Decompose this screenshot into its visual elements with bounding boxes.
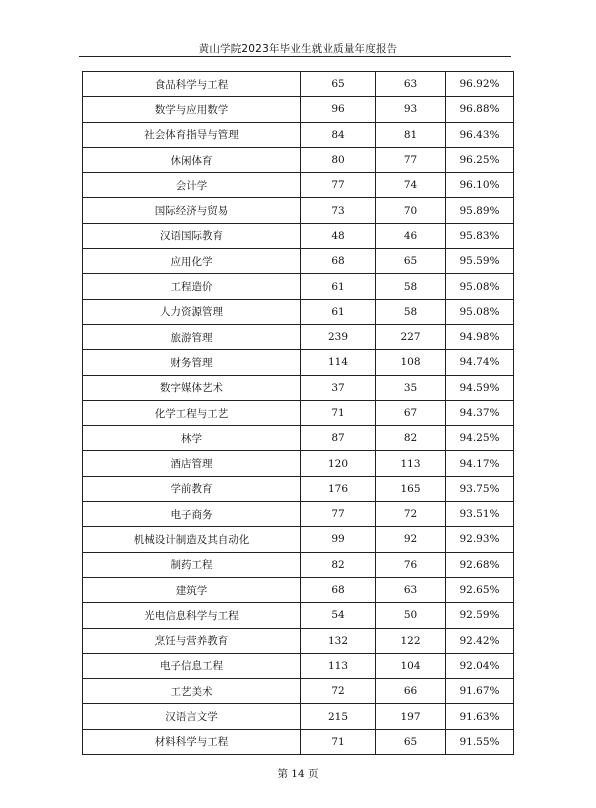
employed-count-cell: 58 (376, 299, 446, 324)
major-cell: 休闲体育 (83, 147, 301, 172)
major-cell: 电子信息工程 (83, 653, 301, 678)
employment-rate-cell: 92.93% (446, 527, 514, 552)
table-row (83, 122, 514, 147)
graduates-count-cell: 114 (301, 350, 376, 375)
table-row (83, 628, 514, 653)
employed-count-cell: 165 (376, 476, 446, 501)
employed-count-cell: 82 (376, 426, 446, 451)
employment-rate-cell: 96.25% (446, 147, 514, 172)
major-cell: 光电信息科学与工程 (83, 603, 301, 628)
employment-rate-cell: 94.74% (446, 350, 514, 375)
header-divider (79, 56, 511, 57)
graduates-count-cell: 61 (301, 274, 376, 299)
employment-rate-cell: 92.04% (446, 653, 514, 678)
employment-rate-cell: 94.59% (446, 375, 514, 400)
employment-rate-cell: 91.63% (446, 704, 514, 729)
graduates-count-cell: 84 (301, 122, 376, 147)
major-cell: 工艺美术 (83, 679, 301, 704)
table-row (83, 223, 514, 248)
table-row (83, 502, 514, 527)
major-cell: 数学与应用数学 (83, 97, 301, 122)
major-cell: 旅游管理 (83, 324, 301, 349)
employment-rate-cell: 92.68% (446, 552, 514, 577)
graduates-count-cell: 72 (301, 679, 376, 704)
major-cell: 财务管理 (83, 350, 301, 375)
employed-count-cell: 46 (376, 223, 446, 248)
major-cell: 工程造价 (83, 274, 301, 299)
major-cell: 学前教育 (83, 476, 301, 501)
graduates-count-cell: 48 (301, 223, 376, 248)
table-row (83, 97, 514, 122)
table-row (83, 476, 514, 501)
graduates-count-cell: 77 (301, 502, 376, 527)
major-cell: 社会体育指导与管理 (83, 122, 301, 147)
employed-count-cell: 67 (376, 400, 446, 425)
major-cell: 汉语言文学 (83, 704, 301, 729)
employed-count-cell: 65 (376, 729, 446, 754)
graduates-count-cell: 61 (301, 299, 376, 324)
table-row (83, 704, 514, 729)
table-row (83, 147, 514, 172)
employed-count-cell: 72 (376, 502, 446, 527)
major-cell: 材料科学与工程 (83, 729, 301, 754)
graduates-count-cell: 87 (301, 426, 376, 451)
graduates-count-cell: 96 (301, 97, 376, 122)
table-row (83, 400, 514, 425)
employment-rate-cell: 96.10% (446, 173, 514, 198)
employment-rate-cell: 95.89% (446, 198, 514, 223)
page-number: 第 14 页 (277, 768, 319, 780)
table-row (83, 173, 514, 198)
graduates-count-cell: 80 (301, 147, 376, 172)
table-row (83, 653, 514, 678)
employed-count-cell: 66 (376, 679, 446, 704)
graduates-count-cell: 239 (301, 324, 376, 349)
graduates-count-cell: 71 (301, 400, 376, 425)
graduates-count-cell: 68 (301, 577, 376, 602)
employment-rate-cell: 91.67% (446, 679, 514, 704)
major-cell: 会计学 (83, 173, 301, 198)
table-row (83, 299, 514, 324)
graduates-count-cell: 73 (301, 198, 376, 223)
graduates-count-cell: 99 (301, 527, 376, 552)
employment-rate-cell: 95.08% (446, 274, 514, 299)
table-row (83, 552, 514, 577)
graduates-count-cell: 113 (301, 653, 376, 678)
employed-count-cell: 93 (376, 97, 446, 122)
graduates-count-cell: 54 (301, 603, 376, 628)
table-row (83, 249, 514, 274)
employment-rate-cell: 94.17% (446, 451, 514, 476)
graduates-count-cell: 176 (301, 476, 376, 501)
table-row (83, 603, 514, 628)
employed-count-cell: 92 (376, 527, 446, 552)
table-row (83, 679, 514, 704)
major-cell: 国际经济与贸易 (83, 198, 301, 223)
employed-count-cell: 113 (376, 451, 446, 476)
graduates-count-cell: 65 (301, 72, 376, 97)
employment-rate-cell: 91.55% (446, 729, 514, 754)
employed-count-cell: 70 (376, 198, 446, 223)
table-body (83, 72, 514, 755)
table-row (83, 729, 514, 754)
table-row (83, 426, 514, 451)
employment-rate-cell: 92.65% (446, 577, 514, 602)
employed-count-cell: 74 (376, 173, 446, 198)
major-cell: 机械设计制造及其自动化 (83, 527, 301, 552)
employed-count-cell: 58 (376, 274, 446, 299)
graduates-count-cell: 120 (301, 451, 376, 476)
employed-count-cell: 104 (376, 653, 446, 678)
employed-count-cell: 50 (376, 603, 446, 628)
employed-count-cell: 108 (376, 350, 446, 375)
graduates-count-cell: 77 (301, 173, 376, 198)
employed-count-cell: 63 (376, 72, 446, 97)
table-row (83, 72, 514, 97)
table-row (83, 527, 514, 552)
major-cell: 林学 (83, 426, 301, 451)
employment-rate-cell: 93.75% (446, 476, 514, 501)
employment-rate-cell: 96.88% (446, 97, 514, 122)
graduates-count-cell: 68 (301, 249, 376, 274)
table-row (83, 375, 514, 400)
employed-count-cell: 122 (376, 628, 446, 653)
employed-count-cell: 227 (376, 324, 446, 349)
employment-rate-cell: 95.08% (446, 299, 514, 324)
employed-count-cell: 76 (376, 552, 446, 577)
employment-table (82, 71, 514, 755)
major-cell: 烹饪与营养教育 (83, 628, 301, 653)
employed-count-cell: 77 (376, 147, 446, 172)
employment-rate-cell: 94.25% (446, 426, 514, 451)
major-cell: 数字媒体艺术 (83, 375, 301, 400)
major-cell: 汉语国际教育 (83, 223, 301, 248)
graduates-count-cell: 132 (301, 628, 376, 653)
graduates-count-cell: 71 (301, 729, 376, 754)
table-row (83, 451, 514, 476)
graduates-count-cell: 215 (301, 704, 376, 729)
major-cell: 电子商务 (83, 502, 301, 527)
employment-rate-cell: 96.43% (446, 122, 514, 147)
table-row (83, 324, 514, 349)
employment-rate-cell: 92.59% (446, 603, 514, 628)
table-row (83, 198, 514, 223)
employment-rate-cell: 96.92% (446, 72, 514, 97)
employment-rate-cell: 94.98% (446, 324, 514, 349)
employment-rate-cell: 95.59% (446, 249, 514, 274)
employment-rate-cell: 95.83% (446, 223, 514, 248)
employment-rate-cell: 92.42% (446, 628, 514, 653)
major-cell: 建筑学 (83, 577, 301, 602)
major-cell: 食品科学与工程 (83, 72, 301, 97)
major-cell: 化学工程与工艺 (83, 400, 301, 425)
page-header-title: 黄山学院2023年毕业生就业质量年度报告 (198, 43, 398, 55)
table-row (83, 274, 514, 299)
employment-rate-cell: 93.51% (446, 502, 514, 527)
employed-count-cell: 197 (376, 704, 446, 729)
graduates-count-cell: 82 (301, 552, 376, 577)
employed-count-cell: 63 (376, 577, 446, 602)
table-row (83, 577, 514, 602)
major-cell: 人力资源管理 (83, 299, 301, 324)
table-row (83, 350, 514, 375)
major-cell: 应用化学 (83, 249, 301, 274)
graduates-count-cell: 37 (301, 375, 376, 400)
employed-count-cell: 65 (376, 249, 446, 274)
major-cell: 制药工程 (83, 552, 301, 577)
major-cell: 酒店管理 (83, 451, 301, 476)
employed-count-cell: 81 (376, 122, 446, 147)
employed-count-cell: 35 (376, 375, 446, 400)
employment-rate-cell: 94.37% (446, 400, 514, 425)
